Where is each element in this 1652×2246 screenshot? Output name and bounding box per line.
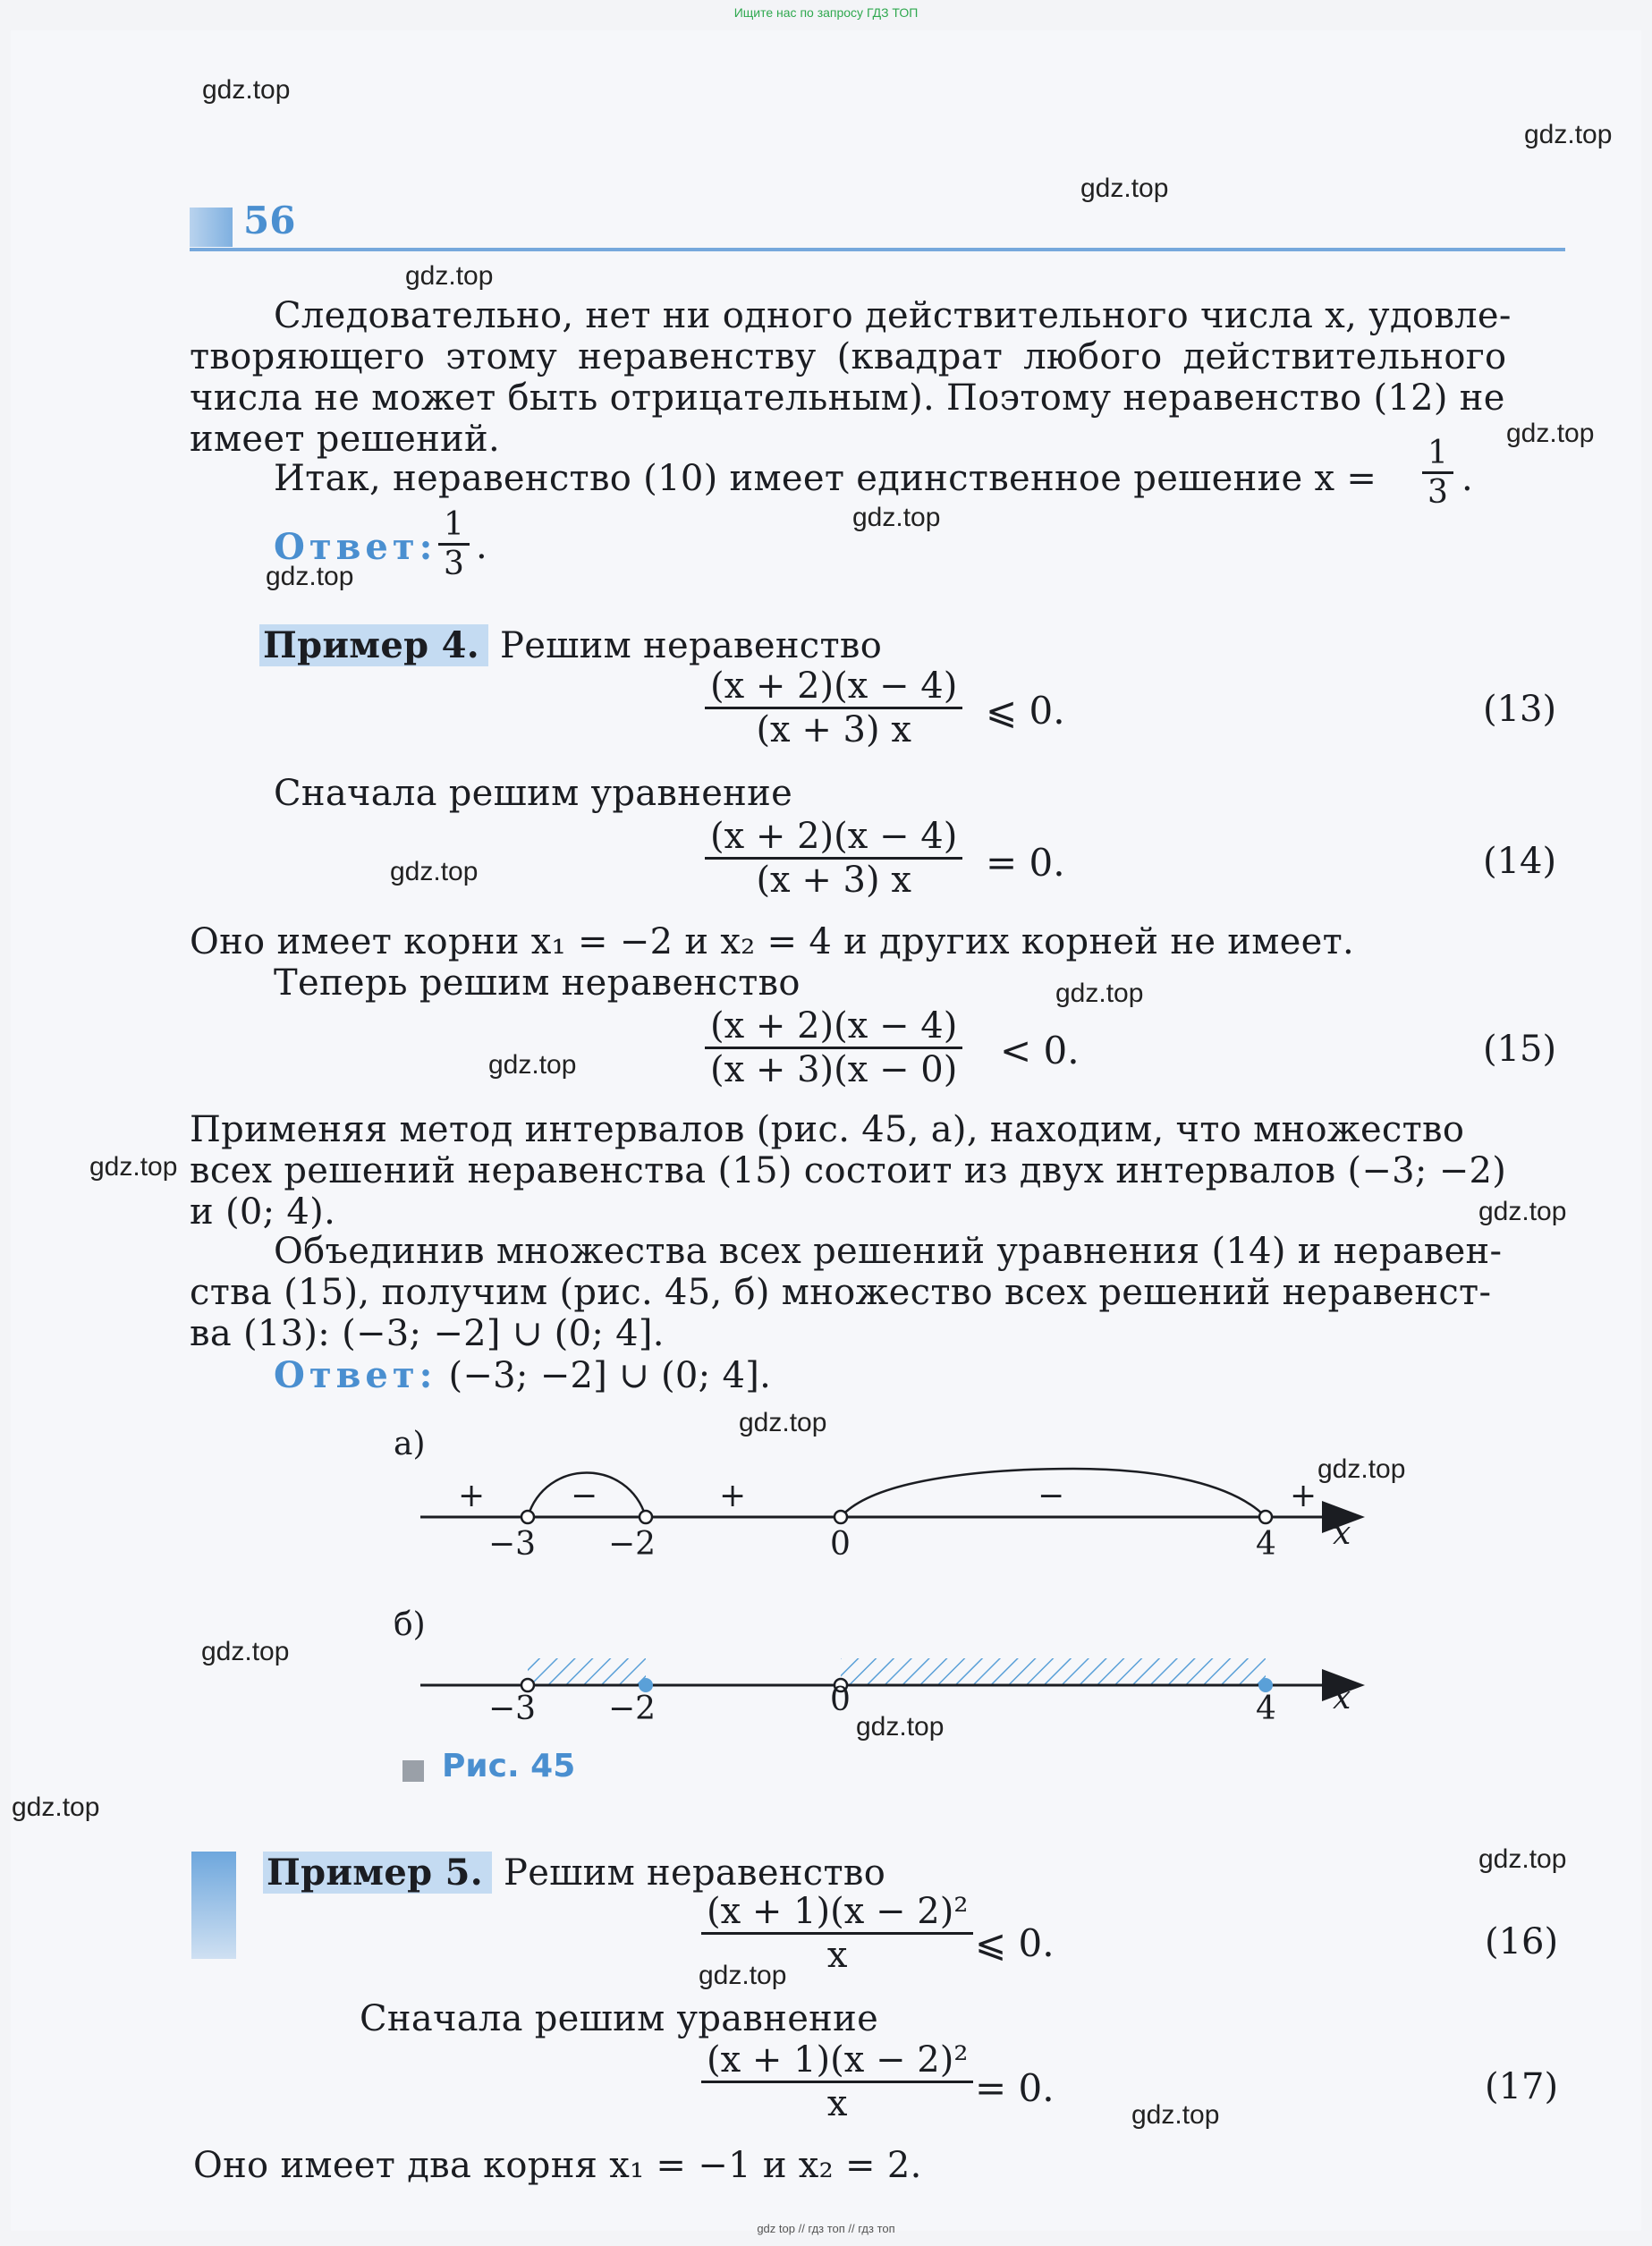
eq13-fraction: $\frac{(x + 2)(x - 4)}{(x + 3) x}$: [705, 665, 962, 750]
eq14-fraction: $\frac{(x + 2)(x - 4)}{(x + 3) x}$: [705, 816, 962, 901]
text-line: и (0; 4).: [190, 1191, 336, 1233]
tick-label: 4: [1256, 1691, 1276, 1727]
example-4-heading: [259, 624, 882, 666]
figure-caption: Рис. 45: [442, 1748, 576, 1784]
figure-b-label: б): [394, 1606, 426, 1643]
sign: +: [719, 1478, 747, 1514]
point-a-minus2: [640, 1511, 652, 1523]
sign: +: [1290, 1478, 1317, 1514]
watermark: gdz.top: [1080, 174, 1169, 203]
eq17-number: (17): [1485, 2066, 1559, 2107]
text-line: имеет решений.: [190, 419, 500, 460]
tick-label: −3: [488, 1691, 537, 1727]
eq15-fraction: $\frac{(x + 2)(x - 4)}{(x + 3)(x - 0)}$: [705, 1005, 962, 1090]
sign: −: [1038, 1478, 1065, 1514]
watermark: gdz.top: [12, 1793, 100, 1822]
page-number-box: [190, 208, 233, 247]
watermark: gdz.top: [89, 1152, 178, 1182]
watermark: gdz.top: [405, 261, 494, 291]
hatch-b-1: [528, 1658, 646, 1685]
text-line: творяющего этому неравенству (квадрат любого действительного: [190, 336, 1507, 377]
example-4-text: Решим неравенство: [499, 625, 883, 666]
fraction-one-third: $\frac{1}{3}$: [1422, 435, 1453, 511]
text-line: Объединив множества всех решений уравнения (14) и нерaвен-: [274, 1231, 1503, 1272]
text-line: ства (15), получим (рис. 45, б) множество всех решений неравенст-: [190, 1272, 1492, 1313]
eq17-fraction: $\frac{\text{(x + 1)(x − 2)²}}{x}$: [701, 2039, 973, 2124]
watermark: gdz.top: [266, 562, 354, 591]
watermark: gdz.top: [201, 1637, 290, 1666]
watermark: gdz.top: [1506, 419, 1595, 448]
text-line: Сначала решим уравнение: [274, 773, 793, 814]
caption-marker: [402, 1760, 424, 1782]
eq15-number: (15): [1483, 1029, 1557, 1070]
point-b-minus2: [640, 1679, 652, 1691]
answer-label: Ответ:: [274, 1354, 437, 1396]
tick-label: 0: [830, 1526, 851, 1563]
header-rule: [190, 248, 1565, 251]
tick-label: −2: [608, 1526, 657, 1563]
watermark: gdz.top: [856, 1712, 945, 1742]
example-5-heading: [263, 1852, 885, 1894]
text-line: Итак, неравенство (10) имеет единственное решение x =: [274, 458, 1377, 499]
watermark: gdz.top: [390, 857, 479, 886]
tick-label: −2: [608, 1691, 657, 1727]
figure-a-label: а): [394, 1426, 426, 1462]
eq13-number: (13): [1483, 689, 1557, 730]
point-a-minus3: [521, 1511, 534, 1523]
watermark: gdz.top: [488, 1050, 577, 1080]
eq16-fraction: $\frac{\text{(x + 1)(x − 2)²}}{x}$: [701, 1891, 973, 1976]
sign: +: [458, 1478, 486, 1514]
answer-1: [274, 526, 436, 568]
axis-var-label: x: [1333, 1680, 1351, 1716]
eq14-relation: = 0.: [986, 841, 1065, 885]
section-marker: [191, 1852, 236, 1959]
tick-label: 4: [1256, 1526, 1276, 1563]
text-line: .: [1461, 458, 1474, 499]
tick-label: −3: [488, 1526, 537, 1563]
text-line: Оно имеет два корня x₁ = −1 и x₂ = 2.: [193, 2145, 922, 2186]
point-b-minus3: [521, 1679, 534, 1691]
eq13-relation: ⩽ 0.: [986, 689, 1065, 733]
watermark: gdz.top: [1317, 1454, 1406, 1484]
page-number: 56: [243, 199, 296, 242]
eq16-relation: ⩽ 0.: [975, 1921, 1055, 1965]
watermark: gdz.top: [1131, 2100, 1220, 2130]
example-5-text: Решим неравенство: [503, 1852, 886, 1894]
watermark: gdz.top: [1524, 120, 1613, 149]
eq16-number: (16): [1485, 1921, 1559, 1962]
tick-label: 0: [830, 1682, 851, 1718]
text-line: .: [476, 526, 488, 567]
point-b-4: [1259, 1679, 1272, 1691]
answer-2: [274, 1354, 771, 1396]
axis-var-label: x: [1333, 1515, 1351, 1552]
watermark: gdz.top: [699, 1961, 787, 1990]
text-line: Следовательно, нет ни одного действительного числа x, удовле-: [274, 295, 1512, 336]
example-5-label: Пример 5.: [263, 1852, 492, 1894]
point-a-4: [1259, 1511, 1272, 1523]
text-line: всех решений неравенства (15) состоит из двух интервалов (−3; −2): [190, 1150, 1507, 1191]
text-line: Теперь решим неравенство: [274, 962, 801, 1004]
hatch-b-2: [841, 1658, 1266, 1685]
answer-1-fraction: $\frac{1}{3}$: [438, 506, 470, 582]
answer-label: Ответ:: [274, 526, 437, 568]
watermark: gdz.top: [202, 75, 291, 105]
answer-value: (−3; −2] ∪ (0; 4].: [448, 1355, 772, 1396]
top-banner: Ищите нас по запросу ГДЗ ТОП: [733, 5, 919, 20]
watermark: gdz.top: [852, 503, 941, 532]
eq17-relation: = 0.: [975, 2066, 1055, 2110]
text-line: числа не может быть отрицательным). Поэтому неравенство (12) не: [190, 377, 1505, 419]
bottom-banner: gdz top // гдз топ // гдз топ: [757, 2222, 895, 2235]
text-line: Оно имеет корни x₁ = −2 и x₂ = 4 и других корней не имеет.: [190, 921, 1355, 962]
watermark: gdz.top: [1055, 979, 1144, 1008]
text-line: Применяя метод интервалов (рис. 45, а), находим, что множество: [190, 1109, 1465, 1150]
watermark: gdz.top: [1478, 1197, 1567, 1226]
sign: −: [571, 1478, 598, 1514]
example-4-label: Пример 4.: [259, 624, 488, 666]
point-a-0: [834, 1511, 847, 1523]
text-line: ва (13): (−3; −2] ∪ (0; 4].: [190, 1313, 665, 1354]
watermark: gdz.top: [1478, 1844, 1567, 1874]
text-line: Сначала решим уравнение: [360, 1998, 879, 2039]
watermark: gdz.top: [739, 1408, 827, 1437]
eq15-relation: < 0.: [1000, 1029, 1080, 1072]
eq14-number: (14): [1483, 841, 1557, 882]
